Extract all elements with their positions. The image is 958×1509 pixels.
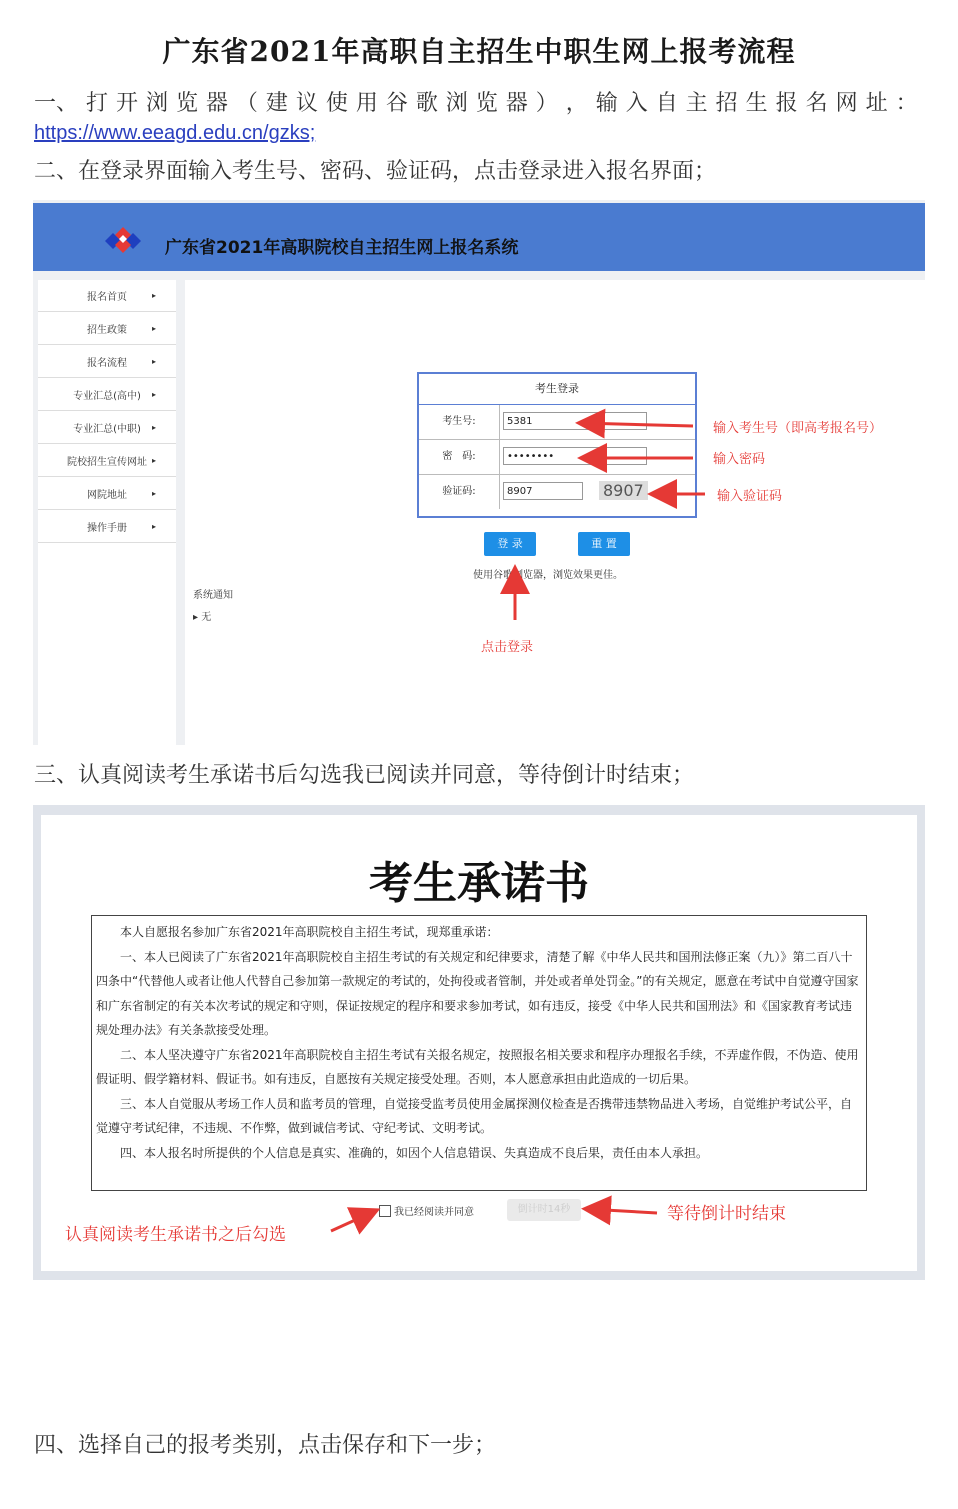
sidebar-item-label: 院校招生宣传网址 xyxy=(67,457,147,468)
note-read-pledge: 认真阅读考生承诺书之后勾选 xyxy=(65,1225,286,1245)
pledge-paragraph: 三、本人自觉服从考场工作人员和监考员的管理，自觉接受监考员使用金属探测仪检查是否携带违禁物品进入考场，自觉维护考试公平，自觉遵守考试纪律，不违规、不作弊，做到诚信考试、守纪考试、文明考试。 xyxy=(96,1096,853,1135)
sidebar-item-label: 招生政策 xyxy=(87,325,127,336)
step-one-char: ： xyxy=(895,91,918,116)
step-two-text: 二、在登录界面输入考生号、密码、验证码，点击登录进入报名界面； xyxy=(34,159,717,184)
step-three-text: 三、认真阅读考生承诺书后勾选我已阅读并同意，等待倒计时结束； xyxy=(34,763,695,788)
captcha-label: 验证码: xyxy=(419,475,500,509)
pledge-screenshot xyxy=(33,805,925,1280)
pledge-title: 考生承诺书 xyxy=(369,858,589,909)
step-one-char: 网 xyxy=(835,91,858,116)
chevron-right-icon: ▸ xyxy=(151,390,156,399)
annotation-arrows xyxy=(33,200,925,745)
pledge-panel xyxy=(41,815,917,1271)
password-input[interactable]: •••••••• xyxy=(503,447,647,465)
step-one-char: 览 xyxy=(175,91,198,116)
sidebar-item-label: 专业汇总(中职) xyxy=(73,424,141,435)
step-one-char: 议 xyxy=(295,91,318,116)
password-label: 密 码: xyxy=(419,440,500,474)
pledge-paragraph: 四、本人报名时所提供的个人信息是真实、准确的，如因个人信息错误、失真造成不良后果，责任由本人承担。 xyxy=(120,1145,709,1160)
step-one-char: 建 xyxy=(265,91,288,116)
registration-url-link[interactable]: https://www.eeagd.edu.cn/gzks; xyxy=(34,122,316,144)
step-one-char: 报 xyxy=(775,91,798,116)
chevron-right-icon: ▸ xyxy=(151,456,156,465)
step-four-text: 四、选择自己的报考类别，点击保存和下一步； xyxy=(34,1433,497,1458)
step-one-char: 输 xyxy=(595,91,618,116)
step-one-char: 浏 xyxy=(145,91,168,116)
chevron-right-icon: ▸ xyxy=(151,357,156,366)
login-button[interactable]: 登 录 xyxy=(484,532,536,556)
system-title: 广东省2021年高职院校自主招生网上报名系统 xyxy=(165,238,519,258)
note-click-login: 点击登录 xyxy=(481,640,534,655)
step-one-char: 招 xyxy=(715,91,738,116)
step-one-char: 生 xyxy=(745,91,768,116)
login-box-title: 考生登录 xyxy=(419,374,695,405)
arrow-to-exam-number-icon xyxy=(581,423,693,426)
step-one-char: 入 xyxy=(625,91,648,116)
note-wait-countdown: 等待倒计时结束 xyxy=(667,1204,786,1224)
reset-button[interactable]: 重 置 xyxy=(578,532,630,556)
exam-number-label: 考生号: xyxy=(419,405,500,439)
note-captcha: 输入验证码 xyxy=(717,489,783,504)
exam-number-input[interactable]: 5381 xyxy=(503,412,647,430)
chevron-right-icon: ▸ xyxy=(151,324,156,333)
document-title: 广东省2021年高职自主招生中职生网上报考流程 xyxy=(162,35,796,68)
pledge-annotation-arrows xyxy=(41,815,917,1271)
step-one-text xyxy=(34,86,918,117)
step-one-char: 用 xyxy=(355,91,378,116)
step-one-char: 开 xyxy=(115,91,138,116)
step-one-char: 览 xyxy=(475,91,498,116)
step-one-char: 器 xyxy=(205,91,228,116)
step-one-char: 一、 xyxy=(34,91,79,116)
sidebar-item-label: 操作手册 xyxy=(87,523,127,534)
step-one-char: 主 xyxy=(685,91,708,116)
arrow-to-countdown-icon xyxy=(587,1209,657,1213)
chevron-right-icon: ▸ xyxy=(151,522,156,531)
sidebar-item-label: 网院地址 xyxy=(87,490,127,501)
pledge-paragraph: 二、本人坚决遵守广东省2021年高职院校自主招生考试有关报名规定，按照报名相关要求和程序办理报名手续，不弄虚作假，不伪造、使用假证明、假学籍材料、假证书。如有违反，自愿按有关规定接受处理。否则，本人愿意承担由此造成的一切后果。 xyxy=(96,1047,859,1086)
chevron-right-icon: ▸ xyxy=(151,489,156,498)
pledge-paragraph: 一、本人已阅读了广东省2021年高职院校自主招生考试的有关规定和纪律要求，清楚了解《中华人民共和国刑法修正案（九）》第二百八十四条中“代替他人或者让他人代替自己参加第一款规定的考试的，处拘役或者管制，并处或者单处罚金。”的有关规定，愿意在考试中自觉遵守国家和广东省制定的有关本次考试的规定和守则，保证按规定的程序和要求参加考试，如有违反，接受《中华人民共和国刑法》和《国家教育考试违规处理办法》有关条款接受处理。 xyxy=(96,949,859,1037)
step-one-char: ， xyxy=(565,91,588,116)
step-one-char: ） xyxy=(535,91,558,116)
notice-item: ▸ 无 xyxy=(193,612,212,623)
chevron-right-icon: ▸ xyxy=(151,423,156,432)
captcha-input[interactable]: 8907 xyxy=(503,482,583,500)
note-password: 输入密码 xyxy=(713,452,766,467)
sidebar-item-label: 报名流程 xyxy=(87,358,127,369)
step-one-char: 自 xyxy=(655,91,678,116)
step-one-char: 器 xyxy=(505,91,528,116)
chevron-right-icon: ▸ xyxy=(151,291,156,300)
sidebar-item-label: 报名首页 xyxy=(87,292,127,303)
step-one-char: 名 xyxy=(805,91,828,116)
step-one-char: 浏 xyxy=(445,91,468,116)
arrow-to-checkbox-icon xyxy=(331,1211,375,1231)
step-one-char: （ xyxy=(235,91,258,116)
agree-label: 我已经阅读并同意 xyxy=(394,1207,474,1218)
browser-hint: 使用谷歌浏览器，浏览效果更佳。 xyxy=(473,570,623,581)
login-screenshot xyxy=(33,200,925,745)
captcha-image[interactable]: 8907 xyxy=(599,481,648,500)
countdown-button[interactable]: 倒计时14秒 xyxy=(507,1199,581,1221)
step-one-char: 谷 xyxy=(385,91,408,116)
sidebar-item-label: 专业汇总(高中) xyxy=(73,391,141,402)
notice-title: 系统通知 xyxy=(193,590,233,601)
step-one-char: 址 xyxy=(865,91,888,116)
step-one-char: 歌 xyxy=(415,91,438,116)
step-one-char: 打 xyxy=(85,91,108,116)
pledge-paragraph: 本人自愿报名参加广东省2021年高职院校自主招生考试，现郑重承诺： xyxy=(120,925,499,939)
step-one-char: 使 xyxy=(325,91,348,116)
note-exam-number: 输入考生号（即高考报名号） xyxy=(713,421,883,436)
